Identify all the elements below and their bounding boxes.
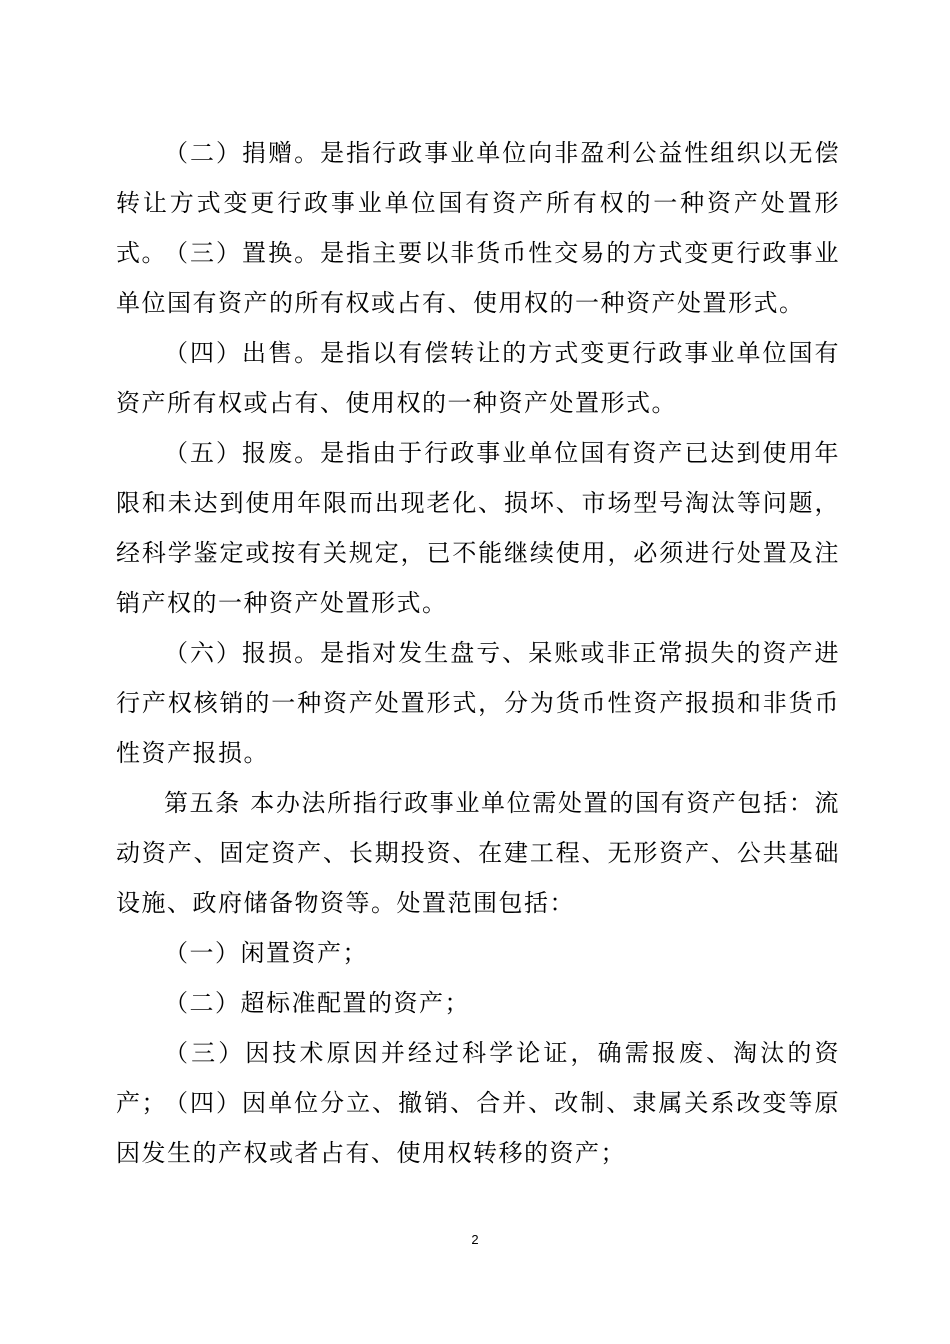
list-item-idle-assets: （一）闲置资产； [164,939,368,967]
paragraph-scrapping: （五）报废。是指由于行政事业单位国有资产已达到使用年限和未达到使用年限而出现老化、损坏、市场型号淘汰等问题，经科学鉴定或按有关规定，已不能继续使用，必须进行处置及注销产权的一种资产处置形式。 [116,439,840,617]
paragraph-sale: （四）出售。是指以有偿转让的方式变更行政事业单位国有资产所有权或占有、使用权的一种资产处置形式。 [116,339,840,417]
paragraph-donation: （二）捐赠。是指行政事业单位向非盈利公益性组织以无偿转让方式变更行政事业单位国有资产所有权的一种资产处置形式。 [116,139,840,267]
paragraph-loss-report: （六）报损。是指对发生盘亏、呆账或非正常损失的资产进行产权核销的一种资产处置形式，分为货币性资产报损和非货币性资产报损。 [116,639,840,767]
page-number: 2 [471,1232,479,1247]
list-item-technical-scrap-assets: （三）因技术原因并经过科学论证，确需报废、淘汰的资产； [116,1039,840,1117]
paragraph-exchange: （三）置换。是指主要以非货币性交易的方式变更行政事业单位国有资产的所有权或占有、使用权的一种资产处置形式。 [116,239,840,317]
list-item-over-standard-assets: （二）超标准配置的资产； [164,989,470,1017]
list-item-transfer-assets: （四）因单位分立、撤销、合并、改制、隶属关系改变等原因发生的产权或者占有、使用权转移的资产； [116,1089,840,1167]
paragraph-article-five: 第五条 本办法所指行政事业单位需处置的国有资产包括：流动资产、固定资产、长期投资、在建工程、无形资产、公共基础设施、政府储备物资等。处置范围包括： [116,789,840,917]
